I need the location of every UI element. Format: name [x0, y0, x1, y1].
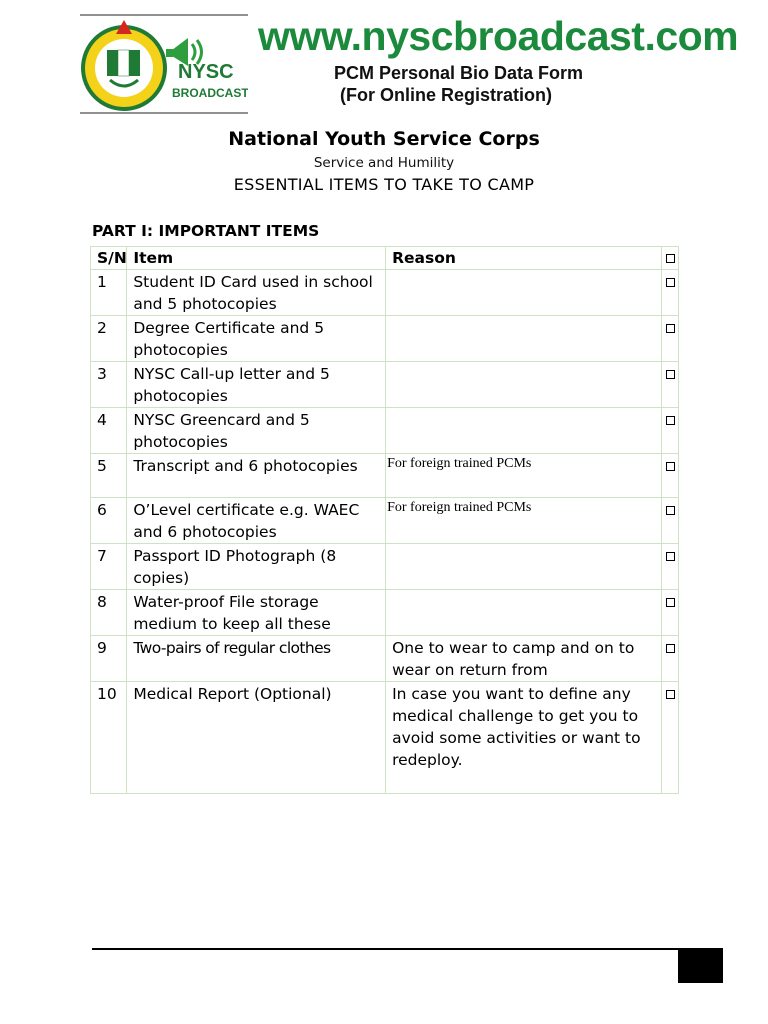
table-row: [91, 408, 679, 454]
footer-rule: [92, 948, 723, 950]
row-item: Water-proof File storage medium to keep all these: [127, 590, 386, 636]
row-checkbox-cell: [662, 544, 679, 590]
svg-text:BROADCAST: BROADCAST: [172, 86, 248, 100]
table-header-row: [91, 247, 679, 270]
checkbox-icon[interactable]: [666, 552, 675, 561]
table-row: [91, 454, 679, 498]
reason-note: For foreign trained PCMs: [387, 500, 532, 515]
checkbox-icon[interactable]: [666, 254, 675, 263]
table-row: [91, 316, 679, 362]
site-url: www.nyscbroadcast.com: [258, 13, 739, 59]
row-item: Two-pairs of regular clothes: [127, 636, 386, 682]
checkbox-icon[interactable]: [666, 324, 675, 333]
row-checkbox-cell: [662, 636, 679, 682]
table-row: [91, 544, 679, 590]
row-sn: 7: [91, 544, 127, 590]
checkbox-icon[interactable]: [666, 598, 675, 607]
row-item: Transcript and 6 photocopies: [127, 454, 386, 498]
document-title: ESSENTIAL ITEMS TO TAKE TO CAMP: [233, 175, 535, 194]
checkbox-icon[interactable]: [666, 690, 675, 699]
row-sn: 9: [91, 636, 127, 682]
checkbox-icon[interactable]: [666, 278, 675, 287]
row-reason: [386, 270, 662, 316]
row-sn: 2: [91, 316, 127, 362]
row-checkbox-cell: [662, 590, 679, 636]
row-reason: [386, 316, 662, 362]
organization-name: National Youth Service Corps: [228, 128, 540, 150]
row-checkbox-cell: [662, 270, 679, 316]
row-sn: 10: [91, 682, 127, 794]
row-reason: [386, 408, 662, 454]
row-sn: 6: [91, 498, 127, 544]
row-sn: 4: [91, 408, 127, 454]
row-reason: [386, 362, 662, 408]
header-reason: Reason: [386, 247, 662, 270]
row-checkbox-cell: [662, 454, 679, 498]
row-item: Medical Report (Optional): [127, 682, 386, 794]
row-sn: 1: [91, 270, 127, 316]
checkbox-icon[interactable]: [666, 462, 675, 471]
header-checkbox-cell: [662, 247, 679, 270]
reason-note: For foreign trained PCMs: [387, 456, 532, 471]
part-title: PART I: IMPORTANT ITEMS: [92, 222, 320, 240]
row-reason: In case you want to define any medical challenge to get you to avoid some activities or want to redeploy.: [386, 682, 662, 794]
row-reason: One to wear to camp and on to wear on return from: [386, 636, 662, 682]
row-reason: [386, 498, 662, 544]
row-item: O’Level certificate e.g. WAEC and 6 photocopies: [127, 498, 386, 544]
row-sn: 8: [91, 590, 127, 636]
table-row: [91, 362, 679, 408]
form-title-block: [334, 62, 583, 106]
row-checkbox-cell: [662, 682, 679, 794]
items-table: [90, 246, 679, 794]
table-row: [91, 590, 679, 636]
form-subtitle: (For Online Registration): [340, 85, 553, 105]
checkbox-icon[interactable]: [666, 506, 675, 515]
row-item: NYSC Greencard and 5 photocopies: [127, 408, 386, 454]
organization-motto: Service and Humility: [313, 155, 455, 171]
form-title: PCM Personal Bio Data Form: [334, 63, 584, 83]
row-checkbox-cell: [662, 408, 679, 454]
row-item: Passport ID Photograph (8 copies): [127, 544, 386, 590]
row-item: Degree Certificate and 5 photocopies: [127, 316, 386, 362]
table-row: [91, 636, 679, 682]
checkbox-icon[interactable]: [666, 370, 675, 379]
page-number-block: [678, 950, 723, 983]
table-row: [91, 498, 679, 544]
row-reason: [386, 454, 662, 498]
row-checkbox-cell: [662, 316, 679, 362]
row-sn: 3: [91, 362, 127, 408]
checkbox-icon[interactable]: [666, 644, 675, 653]
row-reason: [386, 590, 662, 636]
nysc-broadcast-logo: [80, 14, 248, 114]
row-sn: 5: [91, 454, 127, 498]
row-checkbox-cell: [662, 498, 679, 544]
checkbox-icon[interactable]: [666, 416, 675, 425]
table-row: [91, 270, 679, 316]
header-item: Item: [127, 247, 386, 270]
row-checkbox-cell: [662, 362, 679, 408]
header-sn: S/N: [91, 247, 127, 270]
svg-text:NYSC: NYSC: [178, 61, 234, 83]
table-row: [91, 682, 679, 794]
row-reason: [386, 544, 662, 590]
row-item: NYSC Call-up letter and 5 photocopies: [127, 362, 386, 408]
row-item: Student ID Card used in school and 5 photocopies: [127, 270, 386, 316]
